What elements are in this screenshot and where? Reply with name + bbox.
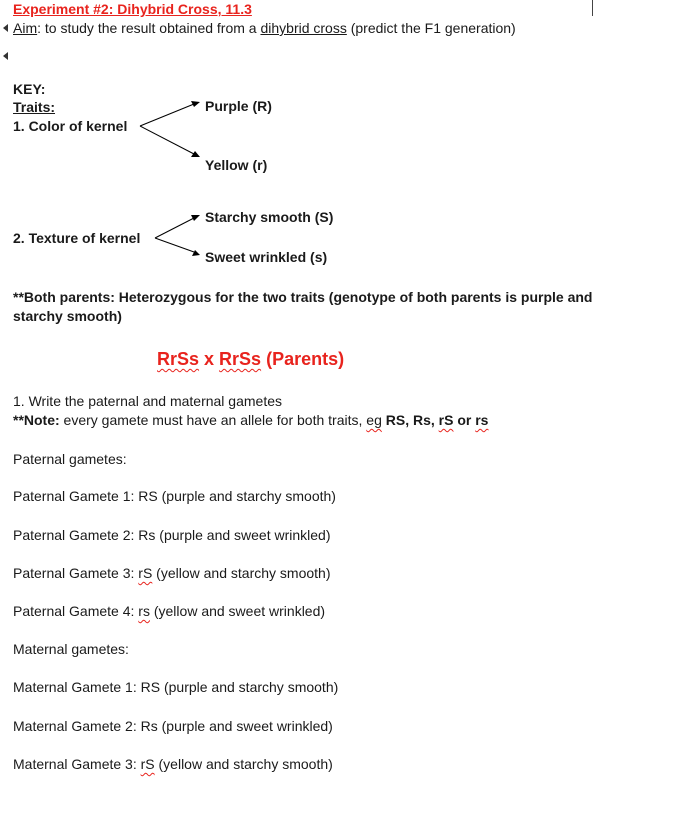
gamete-genotype: rS [140,756,155,772]
arrow-line-yellow [140,126,194,154]
aim-text-before: : to study the result obtained from a [37,20,261,36]
maternal-gamete-2 [13,717,333,735]
maternal-gamete-1 [13,678,338,696]
parents-note: **Both parents: Heterozygous for the two traits (genotype of both parents is purple and starchy smooth) [13,289,593,324]
arrow-head-sweet-icon [192,250,200,256]
maternal-gamete-3 [13,755,333,773]
cross-parent2: RrSs [219,349,262,369]
gamete-desc: (purple and sweet wrinkled) [155,527,331,543]
trait1-option-yellow: Yellow (r) [205,157,268,173]
cross-heading [157,348,344,370]
gamete-genotype: Rs [138,527,156,543]
paternal-heading: Paternal gametes: [13,451,127,467]
note-line [13,411,488,429]
gamete-desc: (purple and starchy smooth) [157,488,336,504]
maternal-heading: Maternal gametes: [13,641,129,657]
note-eg: eg [366,412,382,428]
arrow-line-purple [140,104,194,126]
aim-label: Aim [13,20,38,36]
aim-link[interactable]: dihybrid cross [260,20,347,36]
paternal-gamete-3 [13,564,330,582]
gamete-desc: (yellow and starchy smooth) [154,756,333,772]
cross-x: x [199,349,220,369]
gamete-label: Maternal Gamete 3: [13,756,141,772]
trait1-option-purple: Purple (R) [205,98,272,114]
gamete-desc: (yellow and sweet wrinkled) [149,603,326,619]
gamete-genotype: Rs [140,718,158,734]
cross-parent1: RrSs [157,349,200,369]
gamete-desc: (yellow and starchy smooth) [152,565,331,581]
key-heading: KEY: [13,81,46,97]
gamete-label: Paternal Gamete 1: [13,488,139,504]
instruction: 1. Write the paternal and maternal gametes [13,393,283,409]
note-prefix: **Note: [13,412,60,428]
aim-text-after: (predict the F1 generation) [346,20,516,36]
page-title: Experiment #2: Dihybrid Cross, 11.3 [13,1,252,17]
gamete-label: Maternal Gamete 1: [13,679,141,695]
gamete-genotype: RS [138,488,158,504]
arrow-head-starchy-icon [191,215,200,221]
paternal-gamete-4 [13,602,325,620]
paternal-gamete-2 [13,526,331,544]
gamete-label: Paternal Gamete 4: [13,603,139,619]
gamete-desc: (purple and starchy smooth) [160,679,339,695]
note-or: or [453,412,476,428]
note-ex3: rS [438,412,454,428]
gamete-genotype: RS [140,679,161,695]
note-examples: RS, Rs, [381,412,439,428]
gamete-genotype: rS [138,565,153,581]
trait1-name: 1. Color of kernel [13,118,128,134]
gamete-label: Paternal Gamete 2: [13,527,139,543]
arrow-line-sweet [155,238,194,252]
gamete-genotype: rs [138,603,150,619]
note-text: every gamete must have an allele for both traits, [59,412,367,428]
arrow-head-purple-icon [191,101,200,107]
cross-suffix: (Parents) [261,349,345,369]
trait2-option-starchy: Starchy smooth (S) [205,209,334,225]
gamete-label: Maternal Gamete 2: [13,718,141,734]
gamete-label: Paternal Gamete 3: [13,565,139,581]
paternal-gamete-1 [13,487,336,505]
trait2-name: 2. Texture of kernel [13,230,141,246]
note-ex4: rs [475,412,489,428]
trait2-option-sweet: Sweet wrinkled (s) [205,249,328,265]
arrow-line-starchy [155,218,194,238]
gamete-desc: (purple and sweet wrinkled) [157,718,333,734]
arrow-head-yellow-icon [191,151,200,157]
traits-label: Traits: [13,99,56,115]
